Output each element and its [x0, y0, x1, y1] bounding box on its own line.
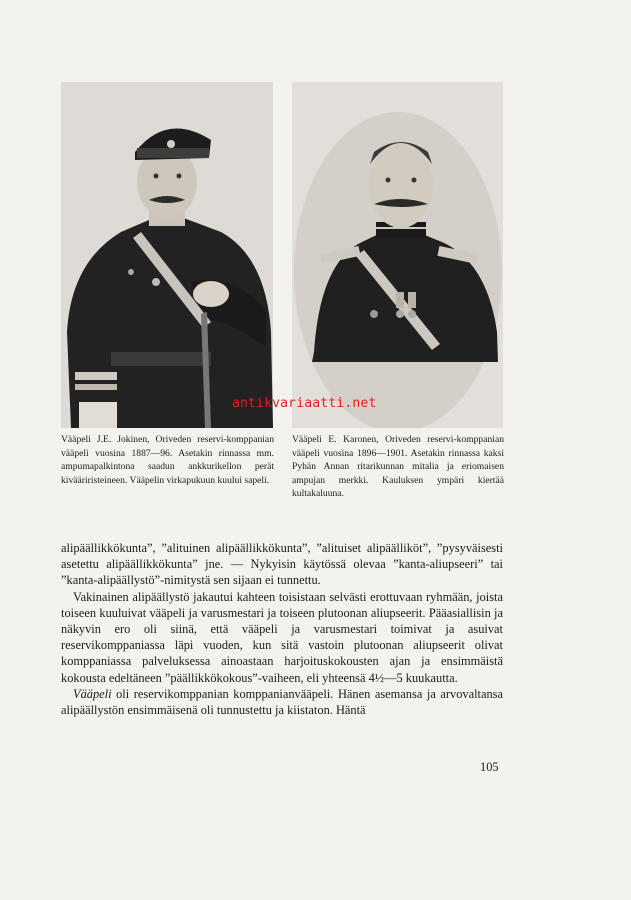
- photo-caption-left: Vääpeli J.E. Jokinen, Oriveden reservi-komppanian vääpeli vuosina 1887—96. Asetakin rinnassa mm. ampumapalkintona saadun ankkurikellon perät kivääriristeineen. Vääpelin virkapukuun kuului sapeli.: [61, 434, 274, 486]
- paragraph-3-text: oli reservikomppanian komppanianvääpeli. Hänen asemansa ja arvovaltansa alipäällystön ensimmäisenä oli tunnustettu ja kiistaton. Häntä: [61, 686, 503, 718]
- portrait-photo-jokinen: [61, 82, 273, 428]
- body-text: [61, 540, 503, 718]
- watermark-text: antikvariaatti.net: [232, 396, 377, 411]
- paragraph-2: Vakinainen alipäällystö jakautui kahteen toisistaan selvästi erottuvaan ryhmään, joista toiseen kuuluivat vääpeli ja varusmestari ja toiseen plutoonan aliupseerit. Pääasiallisin ja näkyvin ero oli siinä, että vääpeli ja varusmestari toimivat ja asuivat reservikomppaniassa läpi vuoden, kun sitä vastoin plutoonan aliupseerit olivat komppaniassa palveluksessa ainoastaan harjoituskokousten ajan ja ensimmäistä kokousta edeltäneen ”päällikkökokous”-vaiheen, eli yhteensä 4½—5 kuukautta.: [61, 589, 503, 685]
- paragraph-3: [61, 686, 503, 718]
- photo-caption-right: Vääpeli E. Karonen, Oriveden reservi-komppanian vääpeli vuosina 1896—1901. Asetakin rinnassa kaksi Pyhän Annan ritarikunnan mitalia ja eriomaisen ampujan merkki. Kauluksen ympäri kiertää kultakaluuna.: [292, 434, 504, 500]
- paragraph-1: alipäällikkökunta”, ”alituinen alipäällikkökunta”, ”alituiset alipäälliköt”, ”pysyväisesti asetettu alipäällikkökunta” jne. — Nykyisin käytössä olevaa ”kanta-aliupseeri” tai ”kanta-alipäällystö”-nimitystä sen sijaan ei tunnettu.: [61, 541, 503, 588]
- portrait-jokinen-illustration: [61, 82, 273, 428]
- page-number: 105: [480, 760, 499, 774]
- portrait-photo-karonen: [292, 82, 503, 428]
- term-vaapeli: Vääpeli: [73, 686, 112, 701]
- portrait-karonen-illustration: [292, 82, 503, 428]
